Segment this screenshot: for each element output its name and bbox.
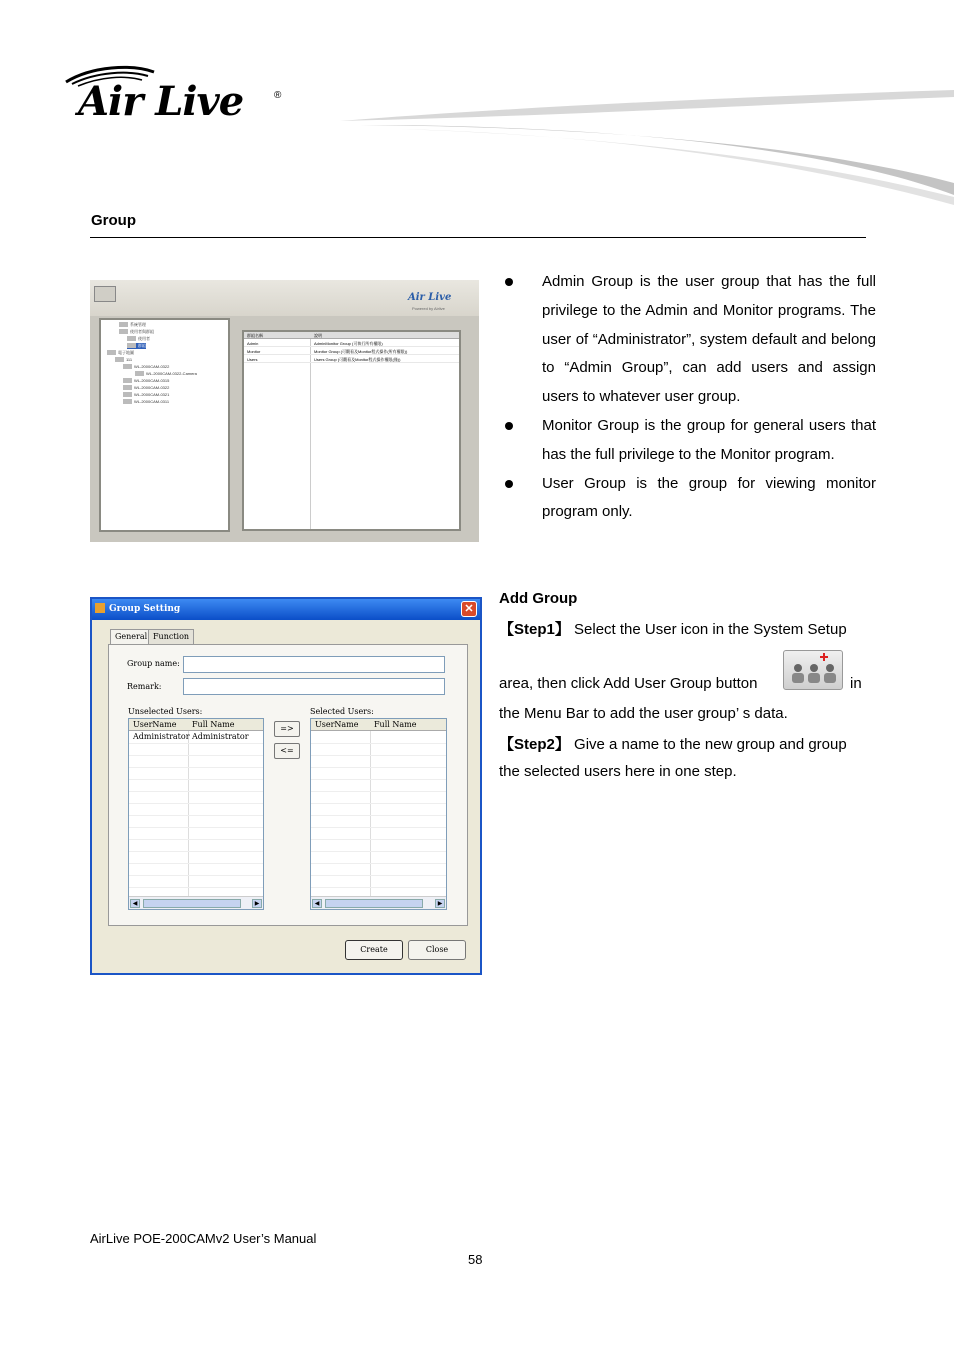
list-gridline [129,875,263,876]
list-gridline [129,863,263,864]
bullet-item: User Group is the group for viewing monitor program only. [500,470,876,528]
tab-function[interactable]: Function [148,629,194,645]
user-icon [127,336,136,341]
group-bullets [500,268,876,527]
step2-line [499,733,847,754]
grid-header [244,332,459,339]
tree-item: 使用者與群組 [119,329,154,335]
group-icon [127,343,136,348]
group-grid [242,330,461,531]
page-number: 58 [468,1252,483,1267]
tree-item: 電子地圖 [107,350,134,356]
camera-icon [123,392,132,397]
app-icon [95,603,105,613]
tree-item: WL-2000CAM-0322-Camera [135,371,197,377]
col-fullname: Full Name [192,720,235,729]
grid-row [244,340,459,347]
list-gridline [129,755,263,756]
tree-item: WL-2000CAM-0322 [123,364,169,370]
grid-row [244,348,459,355]
grid-header-desc: 說明 [314,333,322,338]
grid-row [244,356,459,363]
folder-icon [115,357,124,362]
step2-line2: the selected users here in one step. [499,763,737,780]
general-panel [108,644,468,926]
step1-text: Select the User icon in the System Setup [569,621,847,638]
horizontal-scrollbar[interactable] [129,896,263,909]
group-setting-dialog [90,597,482,975]
grid-cell: Users Group (可觀看及Monitor程式操作權限(僅)) [314,357,401,362]
step1-line3: the Menu Bar to add the user group’ s data. [499,705,788,722]
selected-users-list[interactable] [310,718,447,910]
list-gridline [129,851,263,852]
camera-icon [123,378,132,383]
group-name-input[interactable] [183,656,445,673]
grid-cell: Monitor Group (可觀看及Monitor程式操作(所有權限)) [314,349,408,354]
list-gridline [129,839,263,840]
list-header [311,719,446,731]
scroll-left-icon[interactable]: ◀ [312,899,322,908]
selected-users-label: Selected Users: [310,707,374,716]
tree-item: WL-2000CAM-0315 [123,378,169,384]
list-item-fullname[interactable]: Administrator [192,732,249,741]
unselected-users-label: Unselected Users: [128,707,203,716]
list-gridline [311,827,446,828]
add-user-group-icon [783,650,843,690]
toolbar-button-icon [94,286,116,302]
bullet-item: Admin Group is the user group that has the full privilege to the Admin and Monitor programs. The user of “Administrator”, system default and belong to “Admin Group”, can add users and assign users to whatever user group. [500,268,876,412]
header-swoosh-graphic [340,85,954,205]
airlive-logo: Air Live [78,78,244,125]
section-divider [90,237,866,238]
scroll-right-icon[interactable]: ▶ [435,899,445,908]
bullet-dot-icon [505,278,513,286]
grid-cell: Users [247,357,258,362]
tab-general[interactable]: General [110,629,152,645]
folder-icon [119,329,128,334]
col-username: UserName [133,720,177,729]
tree-item: WL-2000CAM-0321 [123,392,169,398]
list-header [129,719,263,731]
create-button[interactable]: Create [345,940,403,960]
bullet-dot-icon [505,480,513,488]
horizontal-scrollbar[interactable] [311,896,446,909]
grid-cell: AdminMonitor Group (可執行所有權限) [314,341,383,346]
map-icon [107,350,116,355]
bullet-dot-icon [505,422,513,430]
list-gridline [129,767,263,768]
camera-icon [123,364,132,369]
tree-item: 系統管理 [119,322,146,328]
step1-line2: area, then click Add User Group button [499,675,758,692]
scroll-thumb[interactable] [143,899,241,908]
scroll-thumb[interactable] [325,899,423,908]
camera-icon [123,385,132,390]
list-gridline [129,791,263,792]
step1-tag: 【Step1】 [499,621,570,638]
list-gridline [311,767,446,768]
add-user-arrow-button[interactable]: => [274,721,300,737]
screenshot-brand-sub: Powered by Airlive [412,306,445,311]
list-gridline [311,851,446,852]
group-list-screenshot [90,280,479,542]
folder-icon [119,322,128,327]
list-gridline [129,815,263,816]
list-gridline [311,875,446,876]
section-title: Group [91,212,136,229]
list-gridline [311,743,446,744]
step2-tag: 【Step2】 [499,736,570,753]
system-tree [99,318,230,532]
close-button[interactable]: Close [408,940,466,960]
grid-cell: Monitor [247,349,261,354]
manual-title: AirLive POE-200CAMv2 User’s Manual [90,1231,317,1246]
add-group-title: Add Group [499,590,578,607]
grid-cell: Admin [247,341,259,346]
list-gridline [311,779,446,780]
list-gridline [129,803,263,804]
screenshot-toolbar [90,280,479,316]
col-fullname: Full Name [374,720,417,729]
dialog-title: Group Setting [109,604,181,614]
list-gridline [311,815,446,816]
list-gridline [311,791,446,792]
list-gridline [311,803,446,804]
list-gridline [129,743,263,744]
list-gridline [311,887,446,888]
step2-text: Give a name to the new group and group [569,736,847,753]
remove-user-arrow-button[interactable]: <= [274,743,300,759]
step1-line [499,618,847,639]
list-gridline [129,779,263,780]
remark-label: Remark: [127,682,162,691]
group-name-label: Group name: [127,659,180,668]
tree-item: 使用者 [127,336,150,342]
scroll-left-icon[interactable]: ◀ [130,899,140,908]
list-column-divider [370,719,371,909]
unselected-users-list[interactable] [128,718,264,910]
registered-mark: ® [274,90,282,101]
list-gridline [311,755,446,756]
list-gridline [129,827,263,828]
tree-item-selected: 群組 [127,343,146,349]
step1-line2-tail: in [850,675,862,692]
list-gridline [311,863,446,864]
list-gridline [129,887,263,888]
dialog-titlebar [92,599,480,620]
camera-icon [123,399,132,404]
screenshot-brand: Air Live [408,292,452,303]
scroll-right-icon[interactable]: ▶ [252,899,262,908]
close-icon[interactable]: ✕ [461,601,477,617]
tree-item: WL-2000CAM-0311 [123,399,169,405]
tree-item: 111 [115,357,132,363]
bullet-item: Monitor Group is the group for general users that has the full privilege to the Monitor program. [500,412,876,470]
list-column-divider [188,719,189,909]
col-username: UserName [315,720,359,729]
list-item-username[interactable]: Administrator [133,732,190,741]
tree-item: WL-2000CAM-0322 [123,385,169,391]
list-gridline [311,839,446,840]
grid-header-name: 群組名稱 [247,333,263,338]
remark-input[interactable] [183,678,445,695]
camera-icon [135,371,144,376]
